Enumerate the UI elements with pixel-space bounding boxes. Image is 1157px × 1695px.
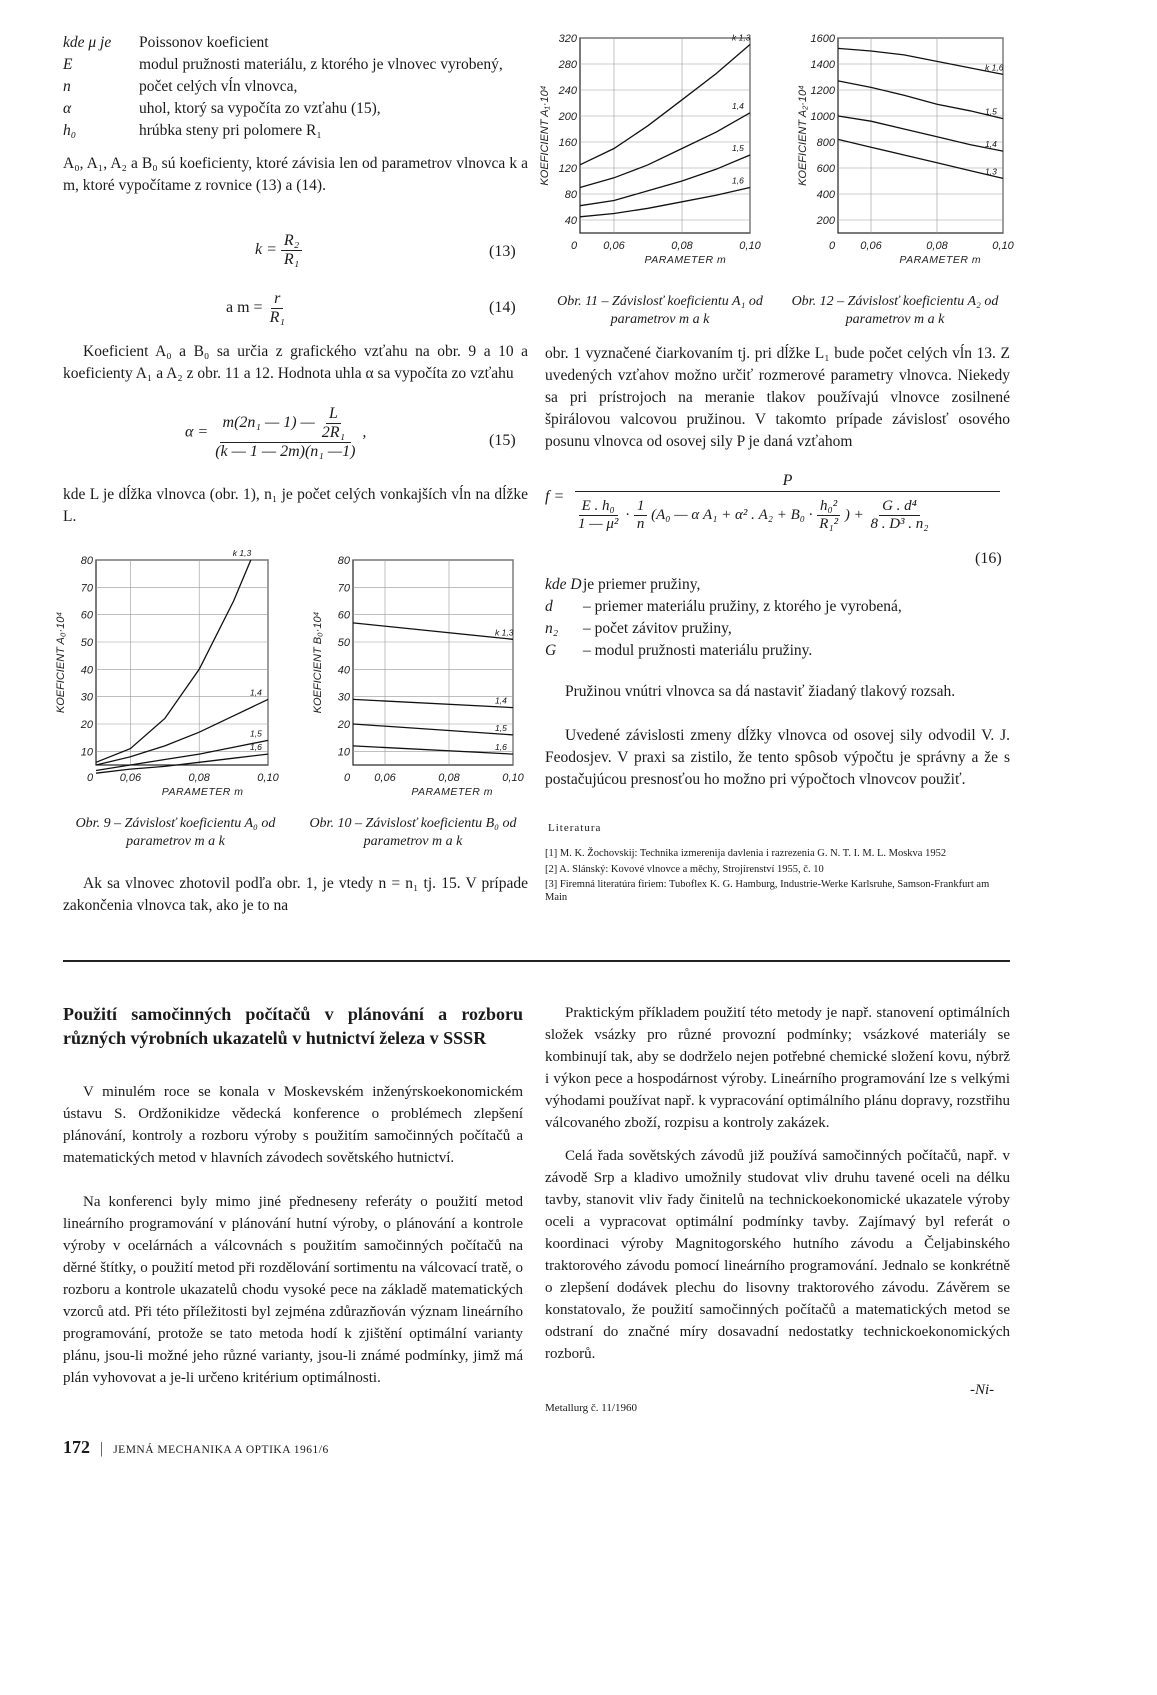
y-axis-label: KOEFICIENT A₀·10⁴ bbox=[55, 611, 67, 714]
series-line bbox=[838, 139, 1003, 178]
series-label: 1,4 bbox=[250, 687, 262, 698]
denominator: (k — 1 — 2m)(n₁ —1) bbox=[215, 443, 356, 460]
y-tick-label: 30 bbox=[337, 691, 350, 704]
eq-middle: (A₀ — α A₁ + α² . A₂ + B₀ · bbox=[651, 506, 813, 523]
y-tick-label: 40 bbox=[80, 664, 93, 677]
page-number: 172 bbox=[63, 1437, 90, 1457]
y-tick-label: 60 bbox=[337, 609, 350, 622]
numerator: h₀² bbox=[817, 498, 840, 516]
legend-symbol: n₂ bbox=[545, 620, 559, 637]
series-label: 1,6 bbox=[732, 175, 744, 186]
legend-row bbox=[545, 574, 1010, 596]
numerator: R₂ bbox=[281, 232, 302, 251]
plot-frame bbox=[838, 38, 1003, 233]
y-tick-label: 280 bbox=[558, 59, 577, 71]
x-tick-label: 0 bbox=[570, 240, 578, 252]
equation-number: (14) bbox=[489, 299, 516, 316]
y-tick-label: 160 bbox=[558, 137, 577, 149]
x-tick-label: 0,08 bbox=[926, 240, 948, 252]
series-label: 1,5 bbox=[985, 106, 997, 117]
plot-frame bbox=[96, 560, 268, 765]
legend-row bbox=[545, 596, 1010, 618]
paragraph bbox=[63, 1191, 523, 1389]
symbol-legend bbox=[545, 574, 1010, 662]
x-tick-label: 0,08 bbox=[188, 772, 210, 784]
legend-row bbox=[63, 32, 528, 54]
y-tick-label: 240 bbox=[558, 85, 577, 97]
figure-caption: Obr. 10 – Závislosť koeficientu B₀ od parametrov m a k bbox=[309, 816, 517, 849]
y-tick-label: 30 bbox=[80, 691, 93, 704]
legend-row bbox=[63, 98, 528, 120]
series-label: k 1,6 bbox=[985, 62, 1004, 73]
y-tick-label: 50 bbox=[337, 637, 350, 649]
y-axis-label: KOEFICIENT A₂·10⁴ bbox=[797, 85, 809, 186]
y-tick-label: 1000 bbox=[810, 111, 835, 123]
numerator: P bbox=[782, 472, 793, 489]
legend-symbol: α bbox=[63, 100, 72, 117]
fraction-bar bbox=[575, 491, 1000, 492]
legend-text: modul pružnosti materiálu, z ktorého je vlnovec vyrobený, bbox=[139, 56, 503, 73]
denominator: R₁² bbox=[819, 516, 839, 532]
chart-obr12 bbox=[778, 30, 1018, 275]
equation-14 bbox=[226, 290, 288, 327]
page-footer bbox=[63, 1437, 329, 1458]
equation-13 bbox=[255, 232, 302, 269]
source-note: Metallurg č. 11/1960 bbox=[545, 1402, 637, 1414]
chart-obr9 bbox=[48, 550, 288, 805]
x-tick-label: 0,06 bbox=[860, 240, 882, 252]
fraction bbox=[281, 232, 302, 269]
series-line bbox=[353, 724, 513, 735]
series-line bbox=[96, 699, 268, 765]
numerator bbox=[220, 405, 352, 443]
y-tick-label: 1600 bbox=[810, 33, 835, 45]
x-tick-label: 0 bbox=[343, 772, 351, 784]
denominator: n bbox=[636, 516, 645, 532]
paragraph bbox=[545, 681, 1010, 703]
figure-caption: Obr. 12 – Závislosť koeficientu A₂ od parametrov m a k bbox=[791, 294, 999, 327]
paragraph bbox=[63, 484, 528, 528]
y-tick-label: 40 bbox=[564, 215, 577, 227]
legend-text: Poissonov koeficient bbox=[139, 34, 269, 51]
fraction bbox=[816, 498, 841, 533]
series-label: 1,5 bbox=[495, 722, 507, 733]
x-axis-label: PARAMETER m bbox=[644, 254, 727, 266]
y-tick-label: 10 bbox=[337, 746, 350, 759]
y-tick-label: 800 bbox=[816, 137, 835, 149]
series-label: 1,5 bbox=[250, 728, 262, 739]
legend-symbol: h₀ bbox=[63, 122, 77, 139]
equation-15 bbox=[185, 405, 366, 461]
fraction bbox=[267, 290, 288, 327]
numerator: 1 bbox=[634, 498, 648, 516]
paragraph bbox=[545, 343, 1010, 453]
x-tick-label: 0,06 bbox=[119, 772, 142, 784]
x-axis-label: PARAMETER m bbox=[161, 786, 244, 798]
legend-row bbox=[63, 120, 528, 142]
legend-symbol: d bbox=[545, 598, 553, 615]
paragraph bbox=[545, 1145, 1010, 1365]
y-tick-label: 20 bbox=[337, 719, 350, 731]
paragraph bbox=[545, 1002, 1010, 1134]
chart-obr11 bbox=[535, 30, 765, 275]
x-tick-label: 0,10 bbox=[502, 772, 524, 784]
series-label: 1,4 bbox=[985, 139, 997, 150]
y-tick-label: 200 bbox=[816, 215, 835, 227]
fraction bbox=[867, 498, 931, 533]
figure-caption: Obr. 9 – Závislosť koeficientu A₀ od parametrov m a k bbox=[75, 816, 276, 849]
eq-lhs: k = bbox=[255, 241, 277, 259]
y-axis-label: KOEFICIENT A₁·10⁴ bbox=[539, 85, 551, 186]
y-tick-label: 80 bbox=[337, 555, 350, 567]
series-line bbox=[353, 746, 513, 754]
y-tick-label: 40 bbox=[337, 664, 350, 677]
paragraph-text: obr. 1 vyznačené čiarkovaním tj. pri dĺžke L₁ bude počet celých vĺn 13. Z uvedených vzťahov možno určiť rozmerové parametry vlnovca. Niekedy sa pri prístrojoch na meranie tlakov používajú vlnovce zosilnené špirálovou valcovou pružinou. V takomto prípade závislosť osového posunu vlnovca od osovej sily P je daná vzťahom bbox=[545, 345, 1010, 450]
paragraph-text: V minulém roce se konala v Moskevském inženýrskoekonomickém ústavu S. Ordžonikidze vědecká konference o problémech zlepšení plánování, kontroly a rozboru výroby s použitím samočinných počítačů a matematických metod v hlavních závodech sovětského hutnictví. bbox=[63, 1084, 523, 1166]
equation-number: (16) bbox=[975, 550, 1002, 567]
y-tick-label: 50 bbox=[80, 637, 93, 649]
series-line bbox=[580, 113, 750, 188]
x-tick-label: 0,08 bbox=[438, 772, 460, 784]
x-tick-label: 0,10 bbox=[257, 772, 279, 784]
chart-obr10 bbox=[305, 550, 530, 805]
comma: , bbox=[362, 423, 367, 441]
paragraph bbox=[63, 153, 528, 197]
denominator: 8 . D³ . n₂ bbox=[870, 516, 929, 532]
eq-close: ) + bbox=[844, 506, 864, 523]
x-axis-label: PARAMETER m bbox=[411, 786, 494, 798]
inner-fraction bbox=[319, 405, 348, 442]
series-label: 1,4 bbox=[732, 100, 744, 111]
x-tick-label: 0,10 bbox=[739, 240, 761, 252]
paragraph-text: Ak sa vlnovec zhotovil podľa obr. 1, je vtedy n = n₁ tj. 15. V prípade zakončenia vlnovca tak, ako je to na bbox=[63, 875, 528, 914]
x-tick-label: 0,06 bbox=[603, 240, 625, 252]
paragraph-text: kde L je dĺžka vlnovca (obr. 1), n₁ je počet celých vonkajších vĺn na dĺžke L. bbox=[63, 486, 528, 525]
paragraph-text: Na konferenci byly mimo jiné předneseny referáty o použití metod lineárního programování v plánování hutní výroby, o plánování a kontrole výroby v ocelárnách a válcovnách s použitím samočinných počítačů na děrné štítky, o použití metod při rozdělování sortimentu na válcovací tratě, o rozboru a kontrole ukazatelů chodu vysoké pece na základě matematických vzorců atd. Při této příležitosti byl zejména zdůrazňován význam lineárního programování, protože se tato metoda hodí k zjištění optimální varianty plánu, jsou-li možné jeho různé varianty, jsou-li známé podmínky, jimž má plán vyhovovat a je-li určeno kritérium optimálnosti. bbox=[63, 1194, 523, 1386]
x-tick-label: 0,06 bbox=[374, 772, 396, 784]
series-label: 1,6 bbox=[495, 742, 507, 753]
symbol-legend bbox=[63, 32, 528, 142]
legend-symbol: G bbox=[545, 642, 557, 659]
y-tick-label: 1400 bbox=[810, 59, 835, 71]
x-tick-label: 0,10 bbox=[992, 240, 1014, 252]
paragraph bbox=[63, 873, 528, 917]
y-tick-label: 320 bbox=[558, 33, 577, 45]
eq-lhs: f = bbox=[545, 488, 565, 505]
legend-text: uhol, ktorý sa vypočíta zo vzťahu (15), bbox=[139, 100, 381, 117]
literature-heading: Literatura bbox=[548, 822, 602, 834]
paragraph-text: Praktickým příkladem použití této metody je např. stanovení optimálních složek vsázky pro různé provozní podmínky; vsázkové materiály se kombinují tak, aby se dodrželo nejen potřebné chemické složení kovu, nýbrž i výkon pece a hospodárnost výroby. Lineárního programování lze s velkými výhodami používat např. k vypracování optimálního plánu dopravy, rozstřihu válcovaného zboží, rozpisu a kontroly zakázek. bbox=[545, 1005, 1010, 1131]
y-tick-label: 1200 bbox=[810, 85, 835, 97]
series-label: 1,6 bbox=[250, 742, 262, 753]
series-label: k 1,3 bbox=[232, 550, 252, 558]
legend-row bbox=[545, 618, 1010, 640]
paragraph-text: Uvedené závislosti zmeny dĺžky vlnovca od osovej sily odvodil V. J. Feodosjev. V praxi sa zistilo, že tento spôsob výpočtu je správny a že s postačujúcou presnosťou ho možno pri výpočtoch vlnovcov použiť. bbox=[545, 727, 1010, 788]
series-line bbox=[96, 740, 268, 770]
series-line bbox=[838, 48, 1003, 74]
plot-frame bbox=[353, 560, 513, 765]
numerator: E . h₀ bbox=[579, 498, 618, 516]
legend-symbol: kde D bbox=[545, 576, 582, 593]
y-tick-label: 400 bbox=[816, 189, 835, 201]
equation-number: (13) bbox=[489, 243, 516, 260]
denominator: 2R₁ bbox=[321, 424, 346, 441]
legend-row bbox=[545, 640, 1010, 662]
reference-item: [3] Firemná literatúra firiem: Tuboflex K. G. Hamburg, Industrie-Werke Karlsruhe, Samson-Frankfurt am Main bbox=[545, 879, 990, 903]
x-tick-label: 0 bbox=[828, 240, 836, 252]
series-line bbox=[353, 699, 513, 707]
x-tick-label: 0 bbox=[86, 772, 94, 784]
y-tick-label: 70 bbox=[80, 582, 93, 595]
paragraph-text: Koeficient A₀ a B₀ sa určia z grafického vzťahu na obr. 9 a 10 a koeficienty A₁ a A₂ z obr. 11 a 12. Hodnota uhla α sa vypočíta zo vzťahu bbox=[63, 343, 528, 382]
y-tick-label: 10 bbox=[80, 746, 93, 759]
series-label: k 1,3 bbox=[495, 627, 514, 638]
y-axis-label: KOEFICIENT B₀·10⁴ bbox=[312, 611, 324, 714]
numerator-part: m(2n₁ — 1) — bbox=[222, 414, 315, 432]
section-divider bbox=[63, 960, 1010, 962]
legend-symbol: kde μ je bbox=[63, 34, 112, 51]
reference-item: [2] A. Slánský: Kovové vlnovce a měchy, Strojírenství 1955, č. 10 bbox=[545, 863, 824, 875]
y-tick-label: 20 bbox=[80, 719, 93, 731]
eq-lhs: a m = bbox=[226, 299, 263, 317]
series-line bbox=[96, 560, 251, 762]
y-tick-label: 80 bbox=[564, 189, 577, 201]
y-tick-label: 200 bbox=[558, 111, 577, 123]
series-line bbox=[353, 623, 513, 639]
legend-text: – priemer materiálu pružiny, z ktorého je vyrobená, bbox=[583, 598, 902, 615]
series-label: 1,4 bbox=[495, 695, 507, 706]
legend-symbol: E bbox=[63, 56, 73, 73]
x-tick-label: 0,08 bbox=[671, 240, 693, 252]
reference-list bbox=[545, 848, 1010, 904]
denominator: R₁ bbox=[269, 309, 285, 326]
journal-name: JEMNÁ MECHANIKA A OPTIKA 1961/6 bbox=[113, 1444, 329, 1456]
paragraph bbox=[545, 725, 1010, 791]
y-tick-label: 70 bbox=[337, 582, 350, 595]
denominator: 1 — μ² bbox=[578, 516, 619, 532]
numerator: L bbox=[326, 405, 341, 424]
article-title: Použití samočinných počítačů v plánování a rozboru různých výrobních ukazatelů v hutnictví železa v SSSR bbox=[63, 1004, 523, 1048]
legend-symbol: n bbox=[63, 78, 71, 95]
reference-item: [1] M. K. Žochovskij: Technika izmerenija davlenia i razrezenia G. N. T. I. M. L. Moskva 1952 bbox=[545, 848, 947, 859]
fraction bbox=[575, 498, 621, 533]
legend-text: počet celých vĺn vlnovca, bbox=[139, 78, 298, 95]
legend-text: – počet závitov pružiny, bbox=[583, 620, 732, 637]
series-line bbox=[838, 81, 1003, 119]
eq-lhs: α = bbox=[185, 423, 209, 441]
legend-text: – modul pružnosti materiálu pružiny. bbox=[583, 642, 813, 659]
numerator: r bbox=[271, 290, 283, 309]
y-tick-label: 120 bbox=[558, 163, 577, 175]
legend-text: hrúbka steny pri polomere R₁ bbox=[139, 122, 322, 139]
x-axis-label: PARAMETER m bbox=[899, 254, 982, 266]
paragraph-text: Pružinou vnútri vlnovca sa dá nastaviť žiadaný tlakový rozsah. bbox=[565, 683, 956, 700]
series-label: 1,5 bbox=[732, 143, 744, 153]
legend-row bbox=[63, 76, 528, 98]
series-label: k 1,3 bbox=[732, 32, 751, 43]
equation-number: (15) bbox=[489, 432, 516, 449]
paragraph-text: Celá řada sovětských závodů již používá samočinných počítačů, např. v závodě Srp a kladivo umožnily studovat vliv druhu tavené oceli na délku tavby, stanovit vliv řady činitelů na technickoekonomické ukazatele výroby oceli a vypracovat optimální podmínky tavby. Zajímavý byl referát o koordinaci výroby Magnitogorského hutního závodu a Čeljabinského traktorového závodu pomocí lineárního programování. Jednalo se konkrétně o zlepšení dodávek plechu do lisovny traktorového závodu. Závěrem se konstatovalo, že použití samočinných počítačů a matematických metod se odstraní do značné míry dosavadní nedostatky technickoekonomických rozborů. bbox=[545, 1148, 1010, 1362]
legend-row bbox=[63, 54, 528, 76]
numerator: G . d⁴ bbox=[879, 498, 920, 516]
paragraph bbox=[63, 1081, 523, 1169]
y-tick-label: 600 bbox=[816, 163, 835, 175]
author-signature: -Ni- bbox=[970, 1382, 995, 1398]
figure-caption: Obr. 11 – Závislosť koeficientu A₁ od parametrov m a k bbox=[557, 294, 763, 327]
denominator: R₁ bbox=[283, 251, 300, 268]
series-line bbox=[580, 45, 750, 165]
fraction bbox=[634, 498, 648, 533]
paragraph-text: A₀, A₁, A₂ a B₀ sú koeficienty, ktoré závisia len od parametrov vlnovca k a m, ktoré vypočítame z rovnice (13) a (14). bbox=[63, 155, 528, 194]
y-tick-label: 80 bbox=[80, 555, 93, 567]
legend-text: je priemer pružiny, bbox=[583, 576, 701, 593]
y-tick-label: 60 bbox=[80, 609, 93, 622]
fraction bbox=[212, 405, 358, 461]
series-label: 1,3 bbox=[985, 166, 997, 177]
footer-separator: | bbox=[100, 1440, 104, 1457]
paragraph bbox=[63, 341, 528, 385]
